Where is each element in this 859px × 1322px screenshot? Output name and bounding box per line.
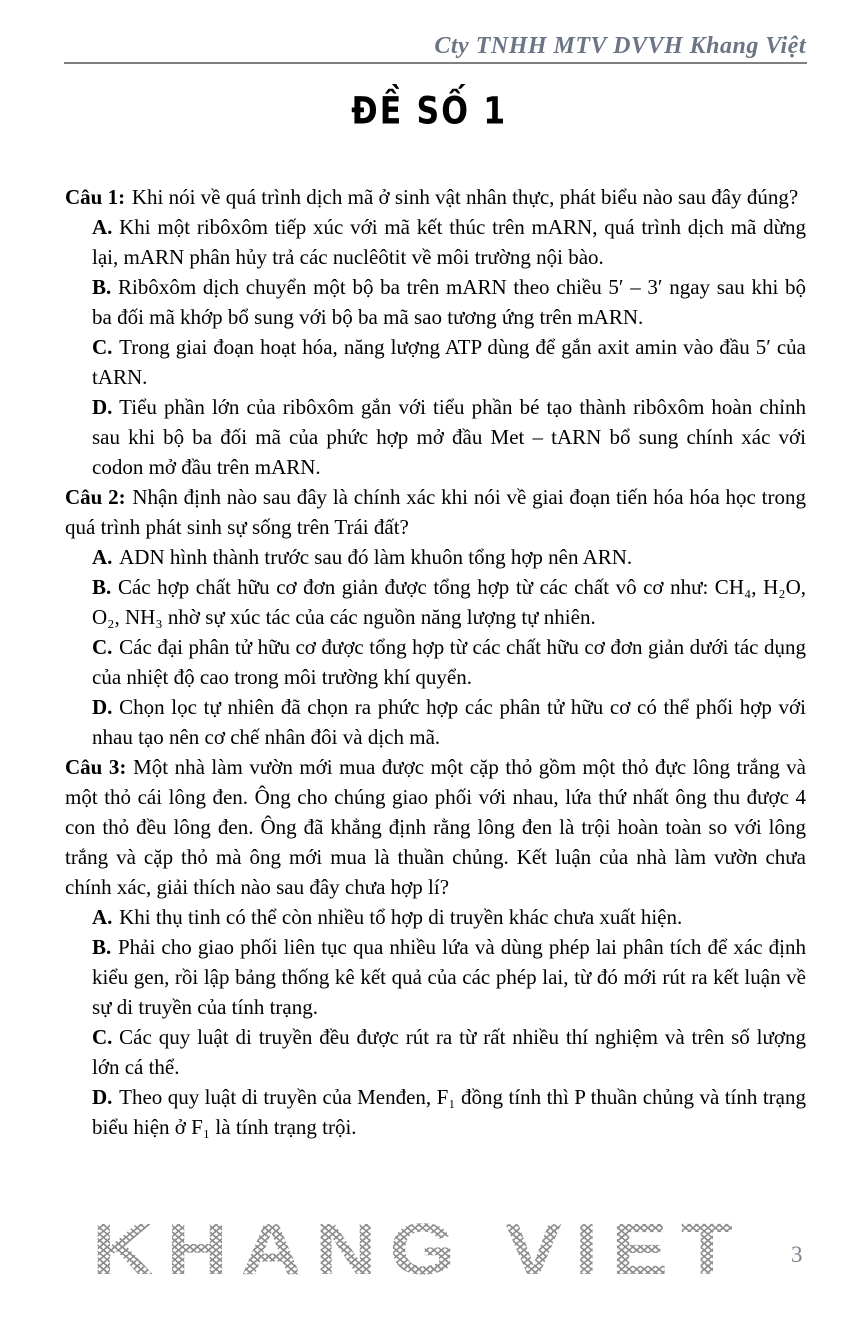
question-2-label: Câu 2: — [65, 485, 126, 509]
option-text: Trong giai đoạn hoạt hóa, năng lượng ATP dùng để gắn axit amin vào đầu 5′ của tARN. — [92, 335, 806, 389]
option-text: ADN hình thành trước sau đó làm khuôn tổng hợp nên ARN. — [119, 545, 633, 569]
option-letter: D. — [92, 695, 113, 719]
question-3-option-d — [65, 1082, 806, 1142]
option-letter: B. — [92, 275, 112, 299]
option-text: Các đại phân tử hữu cơ được tổng hợp từ các chất hữu cơ đơn giản dưới tác dụng của nhiệt độ cao trong môi trường khí quyển. — [92, 635, 806, 689]
question-3-stem — [65, 752, 806, 902]
option-letter: B. — [92, 935, 112, 959]
question-1-option-d — [65, 392, 806, 482]
option-letter: C. — [92, 635, 113, 659]
question-1-label: Câu 1: — [65, 185, 126, 209]
page-title: ĐỀ SỐ 1 — [351, 89, 508, 134]
question-2-option-c — [65, 632, 806, 692]
question-2-option-a — [65, 542, 806, 572]
option-letter: D. — [92, 395, 113, 419]
question-2-stem — [65, 482, 806, 542]
option-text: Phải cho giao phối liên tục qua nhiều lứa và dùng phép lai phân tích để xác định kiểu gen, rồi lập bảng thống kê kết quả của các phép lai, từ đó mới rút ra kết luận về sự di truyền của tính trạng. — [92, 935, 806, 1019]
question-1-option-c — [65, 332, 806, 392]
header-divider-line — [64, 62, 807, 64]
question-3-option-b — [65, 932, 806, 1022]
question-3-option-a — [65, 902, 806, 932]
option-text: Khi thụ tinh có thể còn nhiều tổ hợp di truyền khác chưa xuất hiện. — [119, 905, 683, 929]
option-text: Tiểu phần lớn của ribôxôm gắn với tiểu phần bé tạo thành ribôxôm hoàn chỉnh sau khi bộ ba đối mã của phức hợp mở đầu Met – tARN bổ sung chính xác với codon mở đầu trên mARN. — [92, 395, 806, 479]
option-letter: A. — [92, 905, 113, 929]
option-letter: A. — [92, 545, 113, 569]
option-text: Theo quy luật di truyền của Menđen, F₁ đồng tính thì P thuần chủng và tính trạng biểu hiện ở F₁ là tính trạng trội. — [92, 1085, 806, 1139]
question-2-option-d — [65, 692, 806, 752]
option-text: Các hợp chất hữu cơ đơn giản được tổng hợp từ các chất vô cơ như: CH₄, H₂O, O₂, NH₃ nhờ sự xúc tác của các nguồn năng lượng tự nhiên. — [92, 575, 806, 629]
question-3-option-c — [65, 1022, 806, 1082]
page-number: 3 — [791, 1242, 803, 1267]
khang-viet-watermark: KHANG VIET — [92, 1210, 746, 1290]
option-letter: A. — [92, 215, 113, 239]
option-text: Khi một ribôxôm tiếp xúc với mã kết thúc trên mARN, quá trình dịch mã dừng lại, mARN phân hủy trả các nuclêôtit về môi trường nội bào. — [92, 215, 806, 269]
question-2-option-b — [65, 572, 806, 632]
question-1-text: Khi nói về quá trình dịch mã ở sinh vật nhân thực, phát biểu nào sau đây đúng? — [131, 185, 799, 209]
option-letter: C. — [92, 1025, 113, 1049]
option-letter: B. — [92, 575, 112, 599]
option-text: Các quy luật di truyền đều được rút ra từ rất nhiều thí nghiệm và trên số lượng lớn cá thể. — [92, 1025, 806, 1079]
header-company-name: Cty TNHH MTV DVVH Khang Việt — [434, 33, 806, 59]
page-title-container — [0, 89, 859, 134]
question-1-option-a — [65, 212, 806, 272]
question-3-text: Một nhà làm vườn mới mua được một cặp thỏ gồm một thỏ đực lông trắng và một thỏ cái lông đen. Ông cho chúng giao phối với nhau, lứa thứ nhất ông thu được 4 con thỏ đều lông đen. Ông đã khẳng định rằng lông đen là trội hoàn toàn so với lông trắng và cặp thỏ mà ông mới mua là thuần chủng. Kết luận của nhà làm vườn chưa chính xác, giải thích nào sau đây chưa hợp lí? — [65, 755, 807, 899]
option-text: Ribôxôm dịch chuyển một bộ ba trên mARN theo chiều 5′ – 3′ ngay sau khi bộ ba đối mã khớp bổ sung với bộ ba mã sao tương ứng trên mARN. — [92, 275, 806, 329]
question-3-label: Câu 3: — [65, 755, 127, 779]
question-2-text: Nhận định nào sau đây là chính xác khi nói về giai đoạn tiến hóa hóa học trong quá trình phát sinh sự sống trên Trái đất? — [65, 485, 806, 539]
question-1-stem — [65, 182, 806, 212]
option-text: Chọn lọc tự nhiên đã chọn ra phức hợp các phân tử hữu cơ có thể phối hợp với nhau tạo nên cơ chế nhân đôi và dịch mã. — [92, 695, 806, 749]
exam-content — [65, 182, 806, 1142]
option-letter: D. — [92, 1085, 113, 1109]
question-1-option-b — [65, 272, 806, 332]
option-letter: C. — [92, 335, 113, 359]
